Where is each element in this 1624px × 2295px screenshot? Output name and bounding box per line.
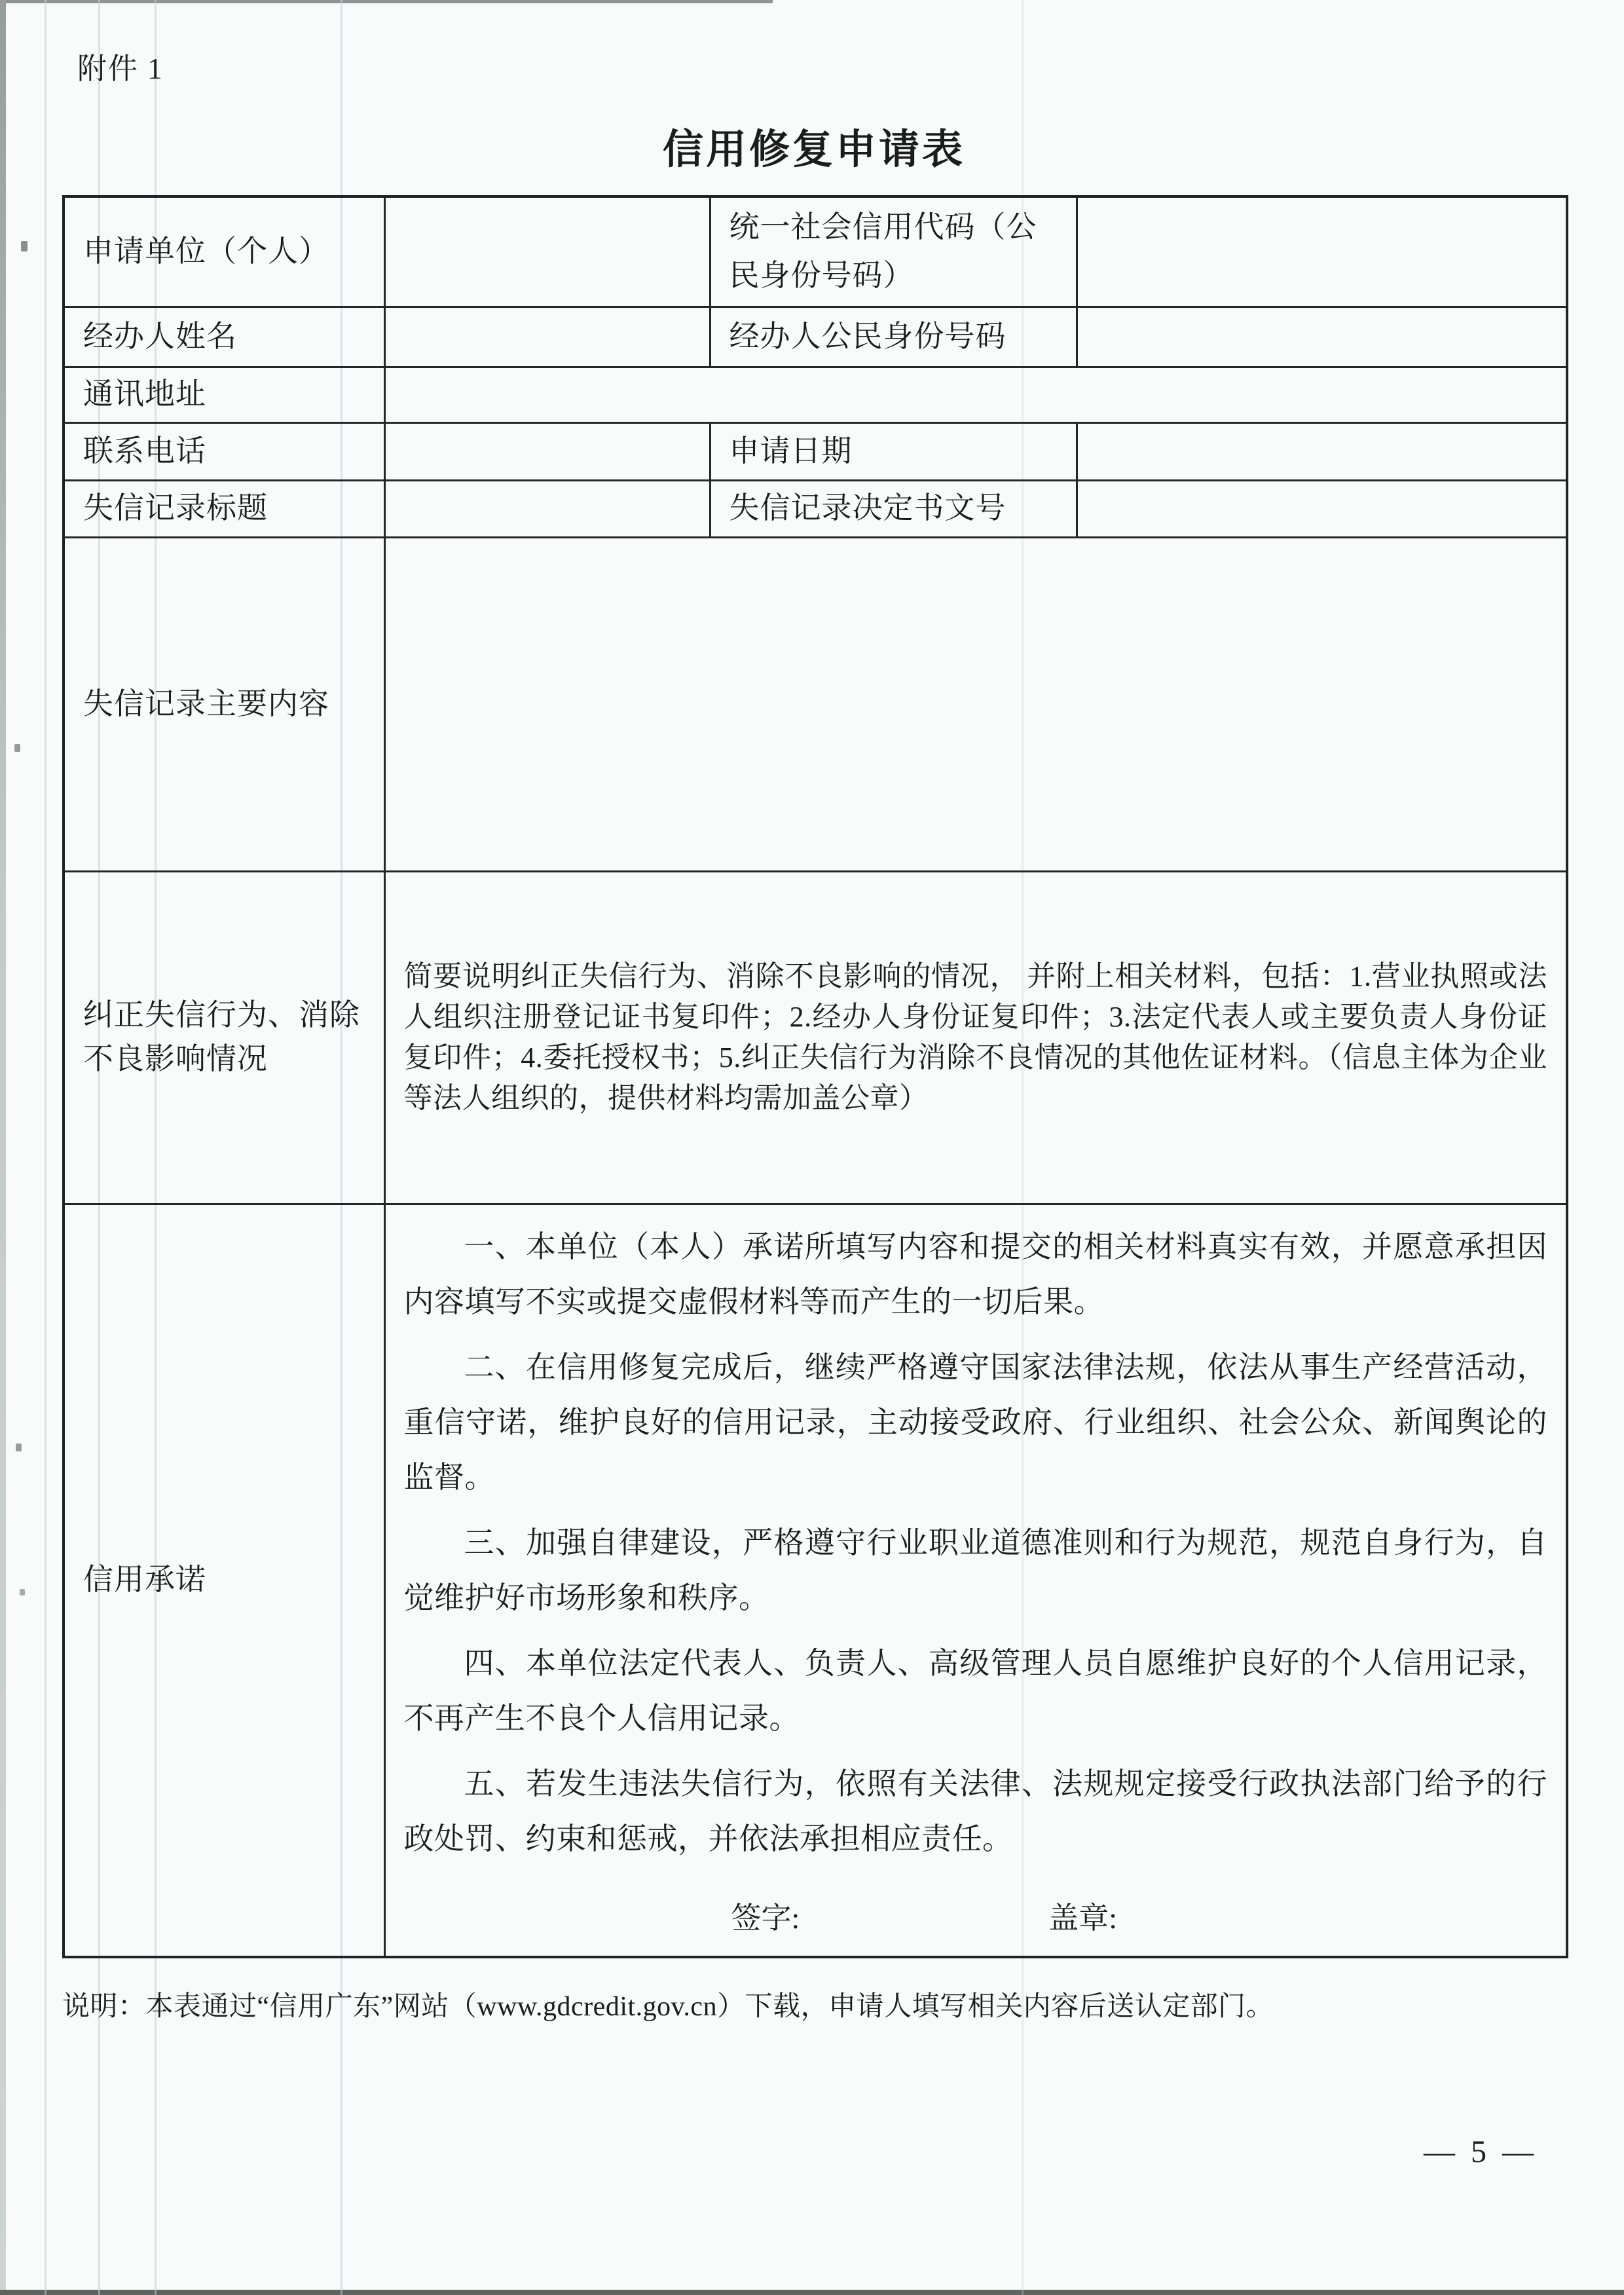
credit-code-input-cell[interactable]	[1077, 196, 1567, 307]
scan-bottom-edge-artifact	[0, 2290, 1624, 2295]
table-row-record-content	[64, 537, 1567, 871]
table-row-phone-date	[64, 422, 1567, 480]
commitment-item-4: 四、本单位法定代表人、负责人、高级管理人员自愿维护良好的个人信用记录，不再产生不良个人信用记录。	[403, 1647, 1547, 1736]
seal-label[interactable]: 盖章:	[1048, 1901, 1118, 1935]
applicant-label: 申请单位（个人）	[64, 196, 384, 307]
signature-label[interactable]: 签字:	[731, 1901, 800, 1935]
record-doc-no-label: 失信记录决定书文号	[710, 480, 1077, 537]
credit-code-label: 统一社会信用代码（公民身份号码）	[710, 196, 1077, 307]
record-title-label: 失信记录标题	[64, 480, 384, 537]
scan-speck-artifact	[14, 744, 20, 752]
scan-top-edge-artifact	[0, 0, 773, 3]
table-row-commitment	[64, 1204, 1567, 1957]
page-number: — 5 —	[1424, 2135, 1538, 2169]
apply-date-input-cell[interactable]	[1077, 422, 1567, 480]
record-content-label: 失信记录主要内容	[64, 537, 384, 871]
signature-seal-row	[404, 1897, 1548, 1941]
correction-label: 纠正失信行为、消除不良影响情况	[64, 871, 384, 1204]
footer-note: 说明：本表通过“信用广东”网站（www.gdcredit.gov.cn）下载，申请人填写相关内容后送认定部门。	[62, 1992, 1274, 2022]
handler-name-label: 经办人姓名	[64, 307, 384, 367]
page-title: 信用修复申请表	[662, 128, 965, 172]
commitment-item-2: 二、在信用修复完成后，继续严格遵守国家法律法规，依法从事生产经营活动，重信守诺，维护良好的信用记录，主动接受政府、行业组织、社会公众、新闻舆论的监督。	[403, 1351, 1547, 1495]
record-title-input-cell[interactable]	[384, 480, 710, 537]
correction-content-cell[interactable]	[384, 871, 1567, 1204]
commitment-item-1: 一、本单位（本人）承诺所填写内容和提交的相关材料真实有效，并愿意承担因内容填写不实或提交虚假材料等而产生的一切后果。	[403, 1230, 1547, 1319]
scan-speck-artifact	[20, 1589, 25, 1595]
commitment-content-cell	[384, 1204, 1567, 1957]
scan-line-artifact	[45, 0, 46, 2295]
table-row-applicant	[64, 196, 1567, 307]
handler-id-input-cell[interactable]	[1077, 307, 1567, 367]
table-row-correction	[64, 871, 1567, 1204]
scan-speck-artifact	[16, 1444, 22, 1451]
table-row-handler	[64, 307, 1567, 367]
address-label: 通讯地址	[64, 367, 384, 422]
table-row-address	[64, 367, 1567, 422]
scan-left-edge-artifact	[0, 0, 6, 2295]
record-content-input-cell[interactable]	[384, 537, 1567, 871]
commitment-label: 信用承诺	[64, 1204, 384, 1957]
apply-date-label: 申请日期	[710, 422, 1077, 480]
applicant-input-cell[interactable]	[384, 196, 710, 307]
address-input-cell[interactable]	[384, 367, 1567, 422]
commitment-item-5: 五、若发生违法失信行为，依照有关法律、法规规定接受行政执法部门给予的行政处罚、约束和惩戒，并依法承担相应责任。	[403, 1767, 1547, 1856]
correction-instructions: 简要说明纠正失信行为、消除不良影响的情况， 并附上相关材料，包括：1.营业执照或法人组织注册登记证书复印件；2.经办人身份证复印件；3.法定代表人或主要负责人身份证复印件；4.委托授权书；5.纠正失信行为消除不良情况的其他佐证材料。（信息主体为企业等法人组织的，提供材料均需加盖公章）	[403, 960, 1547, 1114]
phone-label: 联系电话	[64, 422, 384, 480]
scan-speck-artifact	[21, 241, 28, 252]
phone-input-cell[interactable]	[384, 422, 710, 480]
handler-name-input-cell[interactable]	[384, 307, 710, 367]
attachment-label: 附件 1	[77, 52, 164, 85]
table-row-record-title	[64, 480, 1567, 537]
handler-id-label: 经办人公民身份号码	[710, 307, 1077, 367]
credit-repair-form-table	[62, 195, 1568, 1958]
record-doc-no-input-cell[interactable]	[1077, 480, 1567, 537]
commitment-item-3: 三、加强自律建设，严格遵守行业职业道德准则和行为规范，规范自身行为，自觉维护好市场形象和秩序。	[403, 1526, 1547, 1615]
